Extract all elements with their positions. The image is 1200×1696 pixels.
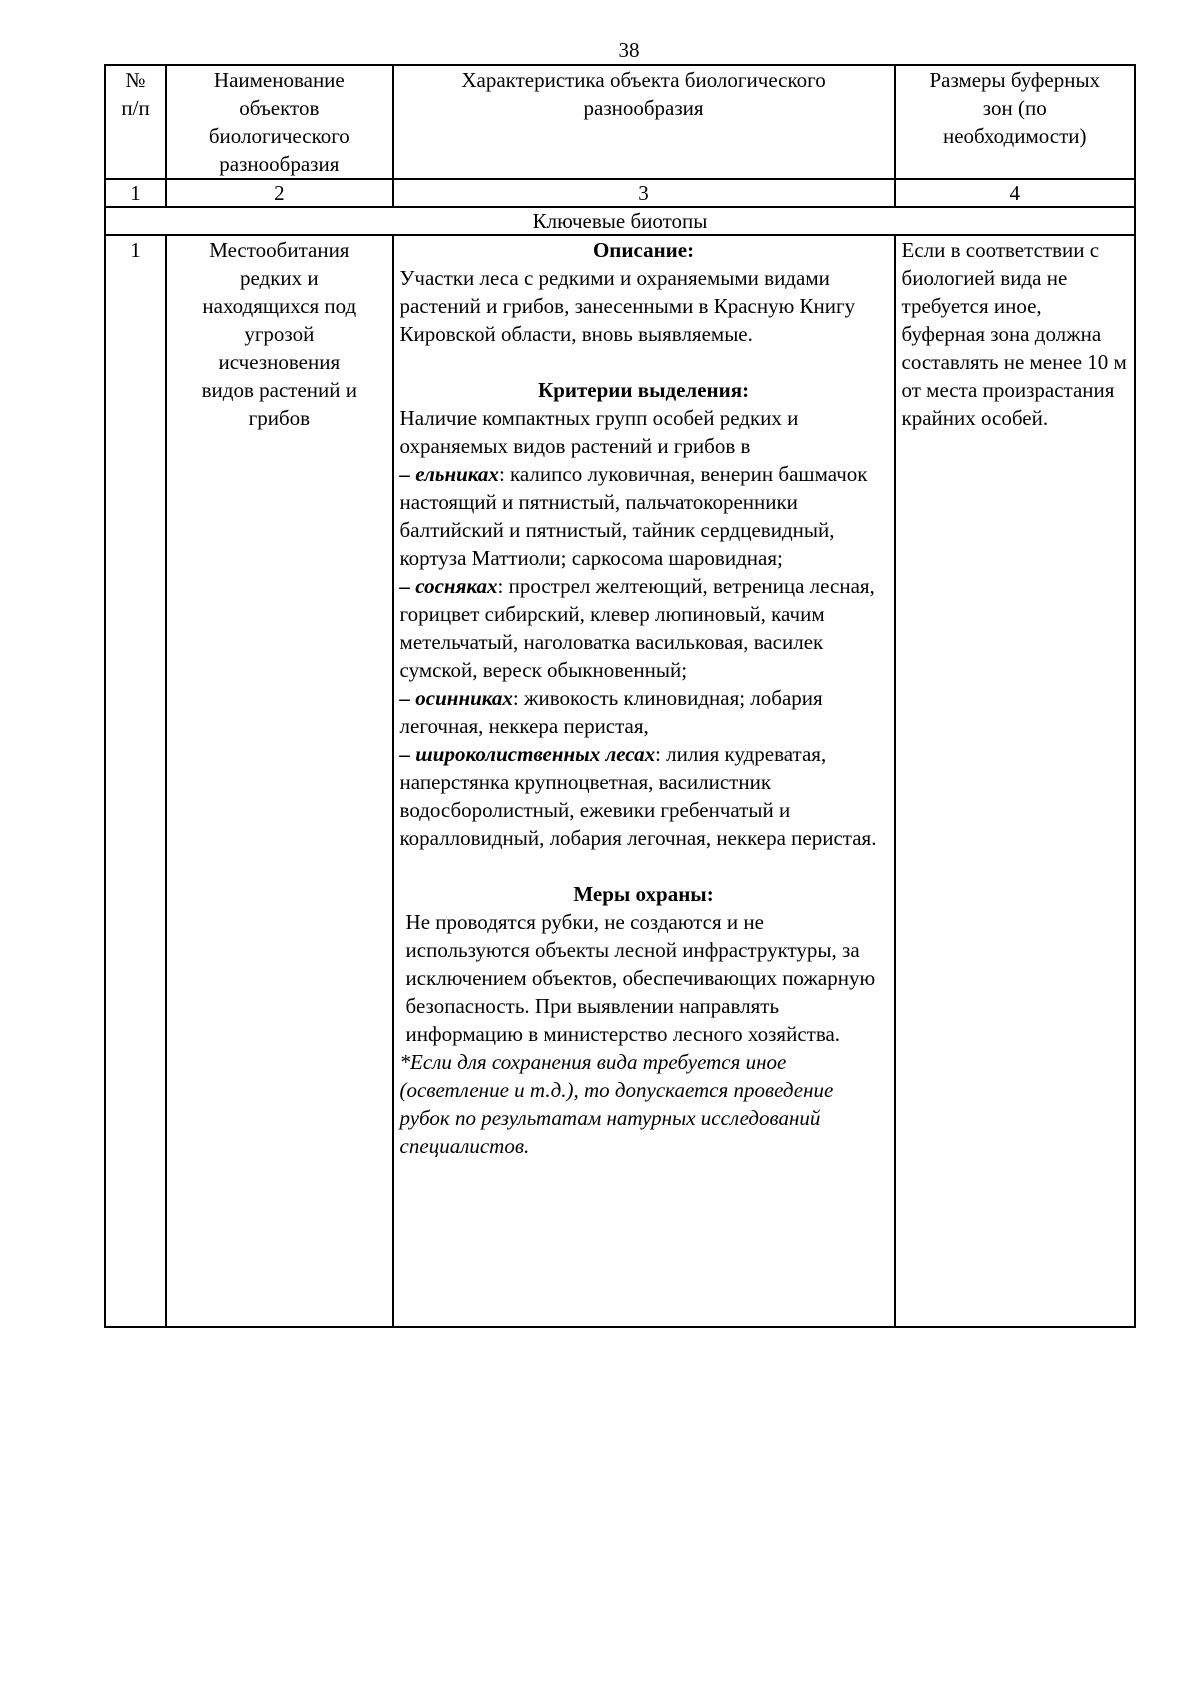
criteria-title: Критерии выделения: [537,378,750,402]
row-number: 1 [105,235,166,1327]
description-title: Описание: [592,238,695,262]
criteria-item [400,572,888,684]
criteria-item [400,684,888,740]
criteria-habitat: – осинниках [399,686,513,710]
criteria-species: : прострел желтеющий, ветреница лесная, горицвет сибирский, клевер люпиновый, качим метельчатый, наголоватка васильковая, василек сумской, вереск обыкновенный; [399,574,875,682]
row-object-name-text: Местообитания редких и находящихся под угрозой исчезновения видов растений и грибов [201,238,357,430]
row-characteristic [393,235,895,1327]
criteria-item [400,460,888,572]
header-characteristic [393,65,895,179]
section-title: Ключевые биотопы [105,207,1135,235]
header-object-name-text: Наименование объектов биологического разнообразия [208,68,350,176]
row-buffer-zone: Если в соответствии с биологией вида не требуется иное, буферная зона должна составлять не менее 10 м от места произрастания крайних особей. [895,235,1135,1327]
biodiversity-table [104,64,1136,1328]
header-characteristic-text: Характеристика объекта биологического разнообразия [461,68,826,120]
criteria-intro: Наличие компактных групп особей редких и охраняемых видов растений и грибов в [399,406,799,458]
measures-title: Меры охраны: [573,882,714,906]
column-number: 4 [895,179,1135,207]
criteria-species: : живокость клиновидная; лобария легочная, неккера перистая, [399,686,823,738]
spacer [400,852,888,880]
measures-text: Не проводятся рубки, не создаются и не используются объекты лесной инфраструктуры, за исключением объектов, обеспечивающих пожарную безопасность. При выявлении направлять информацию в министерство лесного хозяйства. [405,910,876,1046]
page-number: 38 [618,38,640,62]
description-text: Участки леса с редкими и охраняемыми видами растений и грибов, занесенными в Красную Книгу Кировской области, вновь выявляемые. [399,266,856,346]
table-header-row [105,65,1135,179]
spacer [400,348,888,376]
column-number: 1 [105,179,166,207]
section-row [105,207,1135,235]
header-number [105,65,166,179]
criteria-item [400,740,888,852]
criteria-species: : лилия кудреватая, наперстянка крупноцветная, василистник водосборолистный, ежевики гребенчатый и коралловидный, лобария легочная, неккера перистая. [399,742,877,850]
header-number-text: № п/п [121,68,150,120]
table-row [105,235,1135,1327]
column-number: 3 [393,179,895,207]
header-object-name [166,65,392,179]
criteria-habitat: – ельниках [399,462,499,486]
criteria-species: : калипсо луковичная, венерин башмачок настоящий и пятнистый, пальчатокоренники балтийский и пятнистый, тайник сердцевидный, кортуза Маттиоли; саркосома шаровидная; [399,462,868,570]
criteria-habitat: – сосняках [399,574,498,598]
header-buffer-zones [895,65,1135,179]
row-object-name [166,235,392,1327]
column-number: 2 [166,179,392,207]
criteria-habitat: – широколиственных лесах [399,742,656,766]
measures-note: *Если для сохранения вида требуется иное (осветление и т.д.), то допускается проведение рубок по результатам натурных исследований специалистов. [399,1050,834,1158]
column-number-row [105,179,1135,207]
header-buffer-zones-text: Размеры буферных зон (по необходимости) [929,68,1101,148]
